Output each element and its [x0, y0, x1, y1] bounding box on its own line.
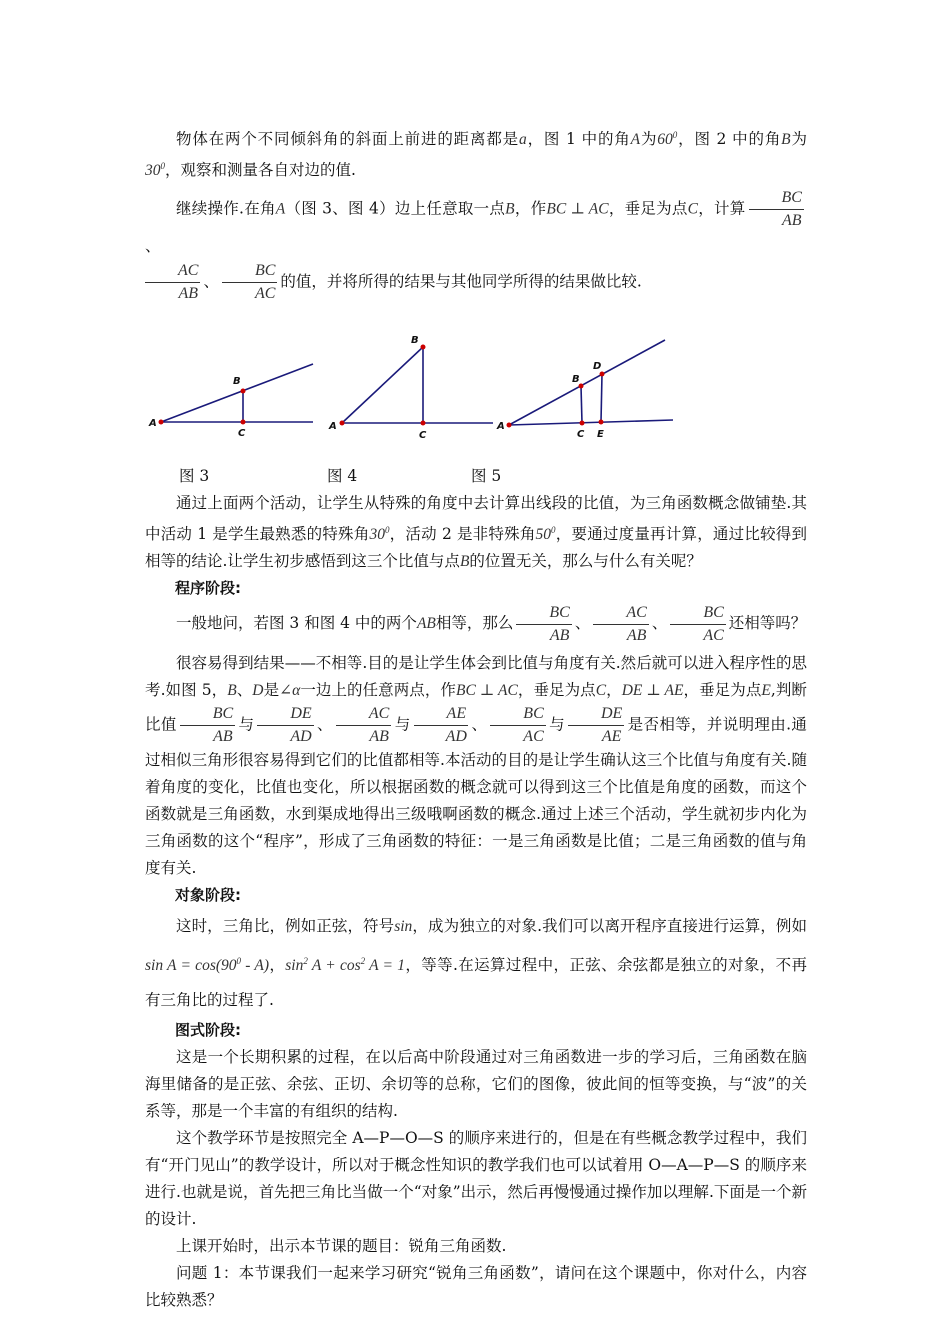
- paragraph-10: 问题 1：本节课我们一起来学习研究“锐角三角函数”，请问在这个课题中，你对什么，内容比较熟悉？: [145, 1263, 807, 1309]
- heading-schema: 图式阶段:: [175, 1020, 241, 1039]
- label-b-fig4: B: [411, 335, 419, 346]
- fraction-bc-ab: $\frac{BC}{AB}$: [180, 704, 235, 747]
- label-a-fig5: A: [497, 421, 505, 432]
- label-b-fig5: B: [572, 374, 580, 385]
- point-e-fig5: [599, 420, 604, 425]
- point-b-fig3: [241, 389, 246, 394]
- figure-captions: [145, 464, 807, 490]
- heading-procedure: 程序阶段:: [175, 579, 241, 597]
- caption-fig3: 图 3: [179, 467, 210, 485]
- fraction-bc-ac: $\frac{BC}{AC}$: [670, 603, 725, 646]
- point-b-fig4: [421, 345, 426, 350]
- label-c-fig4: C: [419, 430, 427, 441]
- heading-object: 对象阶段:: [175, 885, 241, 904]
- fraction-bc-ab: $\frac{BC}{AB}$: [516, 603, 571, 646]
- paragraph-7: 这是一个长期积累的过程，在以后高中阶段通过对三角函数进一步的学习后，三角函数在脑海里储备的是正弦、余弦、正切、余切等的总称，它们的图像，彼此间的恒等变换，与“波”的关系等，那是一个丰富的有组织的结构.: [145, 1047, 807, 1120]
- paragraph-5: 很容易得到结果——不相等.目的是让学生体会到比值与角度有关.然后就可以进入程序性的思考.如图 5，B、D是∠α一边上的任意两点，作BC ⊥ AC，垂足为点C，DE ⊥ AE，垂足为点E,判断比值 $\frac{BC}{AB}$ 与 $\frac{DE}{AD}$ 、 $\frac{AC}{AB}$ 与 $\frac{AE}{AD}$ 、 $\frac{BC}{AC}$ 与 $\frac{DE}{AE}$ 是否相等，并说明理由.通过相似三角形很容易得到它们的比值都相等.本活动的目的是让学生确认这三个比值与角度有关.随着角度的变化，比值也变化，所以根据函数的概念就可以得到这三个比值是角度的函数，而这个函数就是三角函数，水到渠成地得出三级哦啊函数的概念.通过上述三个活动，学生就初步内化为三角函数的这个“程序”，形成了三角函数的特征：一是三角函数是比值；二是三角函数的值与角度有关.: [145, 653, 807, 877]
- label-c-fig3: C: [238, 428, 246, 439]
- caption-fig4: 图 4: [327, 467, 358, 485]
- paragraph-9: 上课开始时，出示本节课的题目：锐角三角函数.: [176, 1236, 507, 1255]
- figures-row: [145, 304, 807, 444]
- label-a-fig4: A: [329, 421, 337, 432]
- fraction-ac-ab: $\frac{AC}{AB}$: [336, 704, 391, 747]
- label-b-fig3: B: [233, 376, 241, 387]
- label-d-fig5: D: [593, 361, 602, 372]
- fraction-bc-ab: $\frac{BC}{AB}$: [749, 188, 804, 231]
- fraction-bc-ac: $\frac{BC}{AC}$: [222, 261, 277, 304]
- point-a-fig3: [159, 420, 164, 425]
- point-c-fig5: [580, 421, 585, 426]
- point-c-fig3: [241, 420, 246, 425]
- point-d-fig5: [600, 372, 605, 377]
- paragraph-4: 一般地问，若图 3 和图 4 中的两个AB相等，那么 $\frac{BC}{AB}$ 、 $\frac{AC}{AB}$ 、 $\frac{BC}{AC}$ 还相等吗？: [176, 603, 807, 644]
- label-e-fig5: E: [597, 429, 604, 440]
- paragraph-8: 这个教学环节是按照完全 A—P—O—S 的顺序来进行的，但是在有些概念教学过程中，我们有“开门见山”的教学设计，所以对于概念性知识的教学我们也可以试着用 O—A—P—S 的顺序来进行.也就是说，首先把三角比当做一个“对象”出示，然后再慢慢通过操作加以理解.下面是一个新的设计.: [145, 1128, 807, 1228]
- point-c-fig4: [421, 421, 426, 426]
- paragraph-6: 这时，三角比，例如正弦，符号sin，成为独立的对象.我们可以离开程序直接进行运算，例如$\sin A = \cos(90^0 - A)$，$\sin^2 A + \cos^2 A = 1$，等等.在运算过程中，正弦、余弦都是独立的对象，不再有三角比的过程了.: [145, 916, 807, 1009]
- paragraph-2: 继续操作.在角A（图 3、图 4）边上任意取一点B，作BC ⊥ AC，垂足为点C，计算 $\frac{BC}{AB}$ 、 $\frac{AC}{AB}$ 、 $\frac{BC}{AC}$ 的值，并将所得的结果与其他同学所得的结果做比较.: [145, 189, 802, 302]
- geometry-figures: [145, 304, 807, 444]
- label-a-fig3: A: [149, 418, 157, 429]
- document-page: [145, 122, 807, 1314]
- fraction-ae-ad: $\frac{AE}{AD}$: [414, 704, 469, 747]
- point-a-fig5: [507, 423, 512, 428]
- caption-fig5: 图 5: [471, 467, 502, 485]
- point-a-fig4: [340, 421, 345, 426]
- fraction-de-ae: $\frac{DE}{AE}$: [568, 704, 624, 747]
- fraction-bc-ac: $\frac{BC}{AC}$: [490, 704, 545, 747]
- paragraph-3: 通过上面两个活动，让学生从特殊的角度中去计算出线段的比值，为三角函数概念做铺垫.其中活动 1 是学生最熟悉的特殊角$30^0$，活动 2 是非特殊角$50^0$，要通过度量再计算，通过比较得到相等的结论.让学生初步感悟到这三个比值与点B的位置无关，那么与什么有关呢？: [145, 494, 807, 570]
- label-c-fig5: C: [577, 429, 585, 440]
- paragraph-1: 物体在两个不同倾斜角的斜面上前进的距离都是a，图 1 中的角A为$60^0$，图 2 中的角B为$30^0$，观察和测量各自对边的值.: [145, 130, 807, 179]
- fraction-ac-ab: $\frac{AC}{AB}$: [593, 603, 648, 646]
- fraction-ac-ab: $\frac{AC}{AB}$: [145, 261, 200, 304]
- fraction-de-ad: $\frac{DE}{AD}$: [257, 704, 313, 747]
